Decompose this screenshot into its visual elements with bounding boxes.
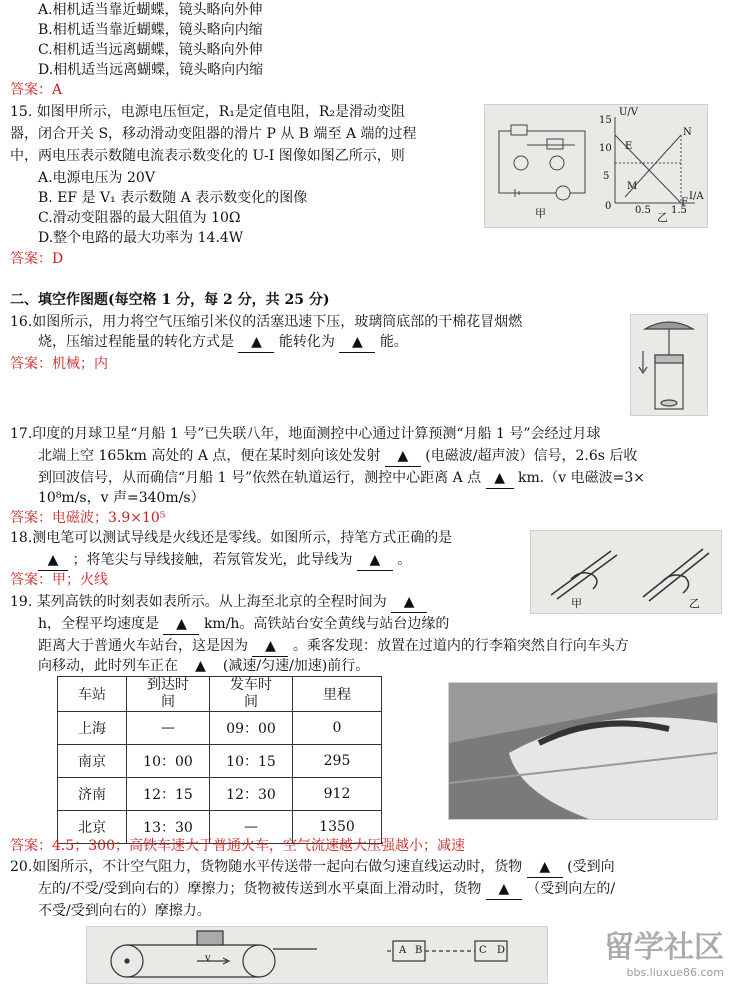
blank-8: ▲ [163,614,199,635]
q20-stem-line2 [38,879,615,900]
table-cell: 上海 [58,712,127,745]
blank-11: ▲ [527,857,563,878]
table-cell: 北京 [58,811,127,844]
q16-answer: 答案：机械；内 [10,356,108,372]
point-f: F [681,197,688,208]
q18-stem-line1: 18.测电笔可以测试导线是火线还是零线。如图所示，持笔方式正确的是 [10,530,453,546]
q18-test-pen-figure [530,530,722,614]
q19-text-e: 。乘客发现：放置在过道内的行李箱突然自行向车头方 [292,638,629,654]
q20-text-b: (受到向 [567,859,615,875]
table-cell: 12：30 [210,778,293,811]
q19-text-c: km/h。高铁站台安全黄线与站台边缘的 [203,616,450,632]
tick-0: 0 [605,201,612,212]
fig-label-yi: 乙 [657,211,668,224]
table-cell: 济南 [58,778,127,811]
conveyor-drawing [87,927,547,983]
table-row [58,745,382,778]
q17-answer: 答案：电磁波；3.9×10⁵ [10,510,166,526]
blank-5: ▲ [38,550,68,571]
q15-circuit-graph-figure [484,104,708,228]
q18-text-b: 。 [397,552,412,568]
table-cell: 10：00 [127,745,210,778]
q17-text-b: (电磁波/超声波）信号，2.6s 后收 [425,448,638,464]
q15-stem-line2: 器，闭合开关 S，移动滑动变阻器的滑片 P 从 B 端至 A 端的过程 [10,126,417,142]
point-n: N [683,127,692,138]
q17-stem-line3 [38,468,645,489]
q20-stem-line1 [10,857,615,878]
table-cell: 10：15 [210,745,293,778]
q20-text-d: （受到向左的/ [526,881,616,897]
tick-1.5: 1.5 [671,205,687,216]
q17-stem-line1: 17.印度的月球卫星“月船 1 号”已失联八年，地面测控中心通过计算预测“月船 1 号”会经过月球 [10,426,601,442]
blank-2: ▲ [339,332,375,353]
fig-label-yi: 乙 [689,597,700,610]
blank-7: ▲ [391,592,427,613]
table-row [58,778,382,811]
q19-answer: 答案：4.5；300；高铁车速大于普通火车，空气流速越大压强越小；减速 [10,838,465,854]
table-cell: — [127,712,210,745]
table-cell: 13：30 [127,811,210,844]
q19-text-a: 19. 某列高铁的时刻表如表所示。从上海至北京的全程时间为 [10,594,387,610]
point-a: A [399,945,407,956]
q15-option-d: D.整个电路的最大功率为 14.4W [38,230,244,246]
q19-text-g: (减速/匀速/加速)前行。 [222,658,370,674]
table-row [58,712,382,745]
table-cell: 南京 [58,745,127,778]
timetable [57,676,382,844]
q15-stem-line1: 15. 如图甲所示，电源电压恒定，R₁是定值电阻，R₂是滑动变阻 [10,104,406,120]
q19-stem-line3 [38,636,629,657]
q17-stem-line2 [38,446,637,467]
q18-text-a: ；将笔尖与导线接触，若氖管发光，此导线为 [72,552,353,568]
q18-stem-line2 [38,550,411,571]
fig-label-jia: 甲 [535,207,546,220]
tick-5: 5 [603,171,610,182]
q18-answer: 答案：甲；火线 [10,572,108,588]
q16-text-a: 烧，压缩过程能量的转化方式是 [38,334,234,350]
q16-stem-line1: 16.如图所示，用力将空气压缩引米仪的活塞迅速下压，玻璃筒底部的干棉花冒烟燃 [10,314,523,330]
q19-stem-line1 [10,592,427,613]
point-e: E [625,141,633,152]
q14-option-b: B.相机适当靠近蝴蝶，镜头略向内缩 [38,22,263,38]
q14-option-a: A.相机适当靠近蝴蝶，镜头略向外伸 [38,2,263,18]
q15-stem-line3: 中，两电压表示数随电流表示数变化的 U-I 图像如图乙所示，则 [10,148,405,164]
section-title: 二、填空作图题(每空格 1 分，每 2 分，共 25 分) [10,292,330,308]
q17-text-a: 北端上空 165km 高处的 A 点，便在某时刻向该处发射 [38,448,381,464]
point-c: C [479,945,487,956]
table-cell: 12：15 [127,778,210,811]
header-cell: 发车时 间 [210,677,293,712]
train-drawing [449,683,717,819]
blank-10: ▲ [182,656,218,677]
q19-high-speed-train-photo [448,682,718,820]
q15-option-b: B. EF 是 V₁ 表示数随 A 表示数变化的图像 [38,190,308,206]
blank-4: ▲ [486,468,514,489]
tick-15: 15 [599,115,612,126]
axis-label-i: I/A [689,191,704,202]
watermark-logo-text: 留学社区 [604,930,724,965]
q16-compression-tube-figure [630,314,708,416]
fig-label-jia: 甲 [571,597,582,610]
q14-option-c: C.相机适当远离蝴蝶，镜头略向外伸 [38,42,263,58]
tick-10: 10 [599,143,612,154]
q14-option-d: D.相机适当远离蝴蝶，镜头略向内缩 [38,62,264,78]
q20-stem-line3: 不受/受到向右的）摩擦力。 [38,903,211,919]
blank-1: ▲ [238,332,274,353]
blank-3: ▲ [385,446,421,467]
header-cell: 到达时 间 [127,677,210,712]
q15-option-a: A.电源电压为 20V [38,170,155,186]
q19-text-f: 向移动，此时列车正在 [38,658,178,674]
q15-answer: 答案：D [10,251,64,267]
axis-label-u: U/V [619,107,639,118]
q14-answer: 答案：A [10,82,63,98]
table-cell: — [210,811,293,844]
q20-text-a: 20.如图所示，不计空气阻力，货物随水平传送带一起向右做匀速直线运动时，货物 [10,859,523,875]
q19-stem-line2 [38,614,449,635]
header-cell: 车站 [58,677,127,712]
q19-text-d: 距离大于普通火车站台，这是因为 [38,638,248,654]
q17-stem-line4: 10⁸m/s，v 声=340m/s） [38,490,205,506]
watermark [604,922,724,979]
header-cell: 里程 [293,677,382,712]
q16-text-c: 能。 [379,334,408,350]
point-b: B [415,945,423,956]
q17-text-d: km.（v 电磁波=3× [518,470,645,486]
piston-drawing [631,315,707,415]
tick-0.5: 0.5 [635,205,651,216]
velocity-label: v [205,953,211,964]
watermark-url: bbs.liuxue86.com [626,966,724,979]
q19-text-b: h，全程平均速度是 [38,616,160,632]
q20-text-c: 左的/不受/受到向右的）摩擦力；货物被传送到水平桌面上滑动时，货物 [38,881,482,897]
table-header-row [58,677,382,712]
table-cell: 0 [293,712,382,745]
point-m: M [627,181,638,192]
q17-text-c: 到回波信号，从而确信“月船 1 号”依然在轨道运行，测控中心距离 A 点 [38,470,482,486]
q16-stem-line2 [38,332,408,353]
blank-12: ▲ [486,879,522,900]
table-cell: 09：00 [210,712,293,745]
point-d: D [497,945,506,956]
q19-stem-line4 [38,656,369,677]
q20-conveyor-figure [86,926,548,984]
blank-6: ▲ [357,550,393,571]
q16-text-b: 能转化为 [278,334,335,350]
q15-option-c: C.滑动变阻器的最大阻值为 10Ω [38,210,241,226]
table-cell: 912 [293,778,382,811]
blank-9: ▲ [252,636,288,657]
table-cell: 295 [293,745,382,778]
table-cell: 1350 [293,811,382,844]
